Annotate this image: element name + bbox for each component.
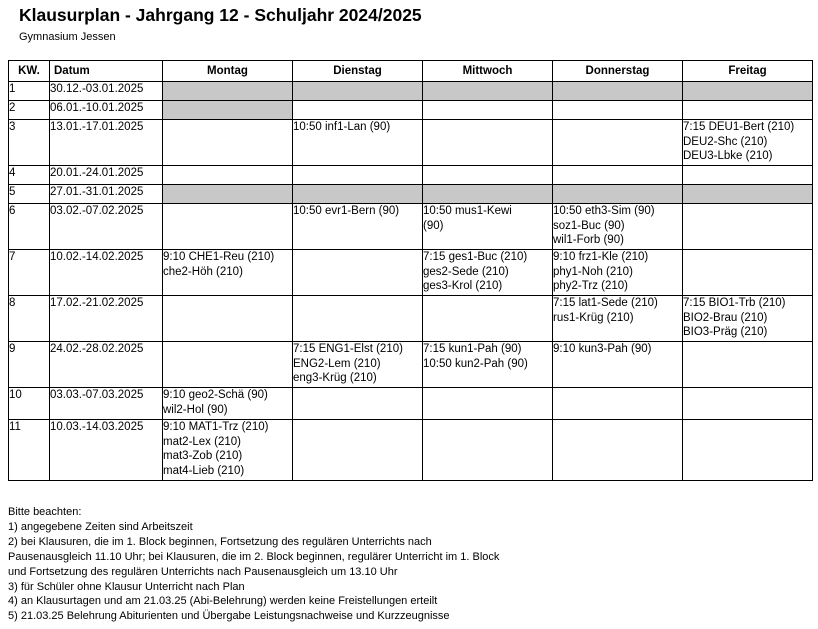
school-name: Gymnasium Jessen xyxy=(19,31,116,43)
exam-cell-donnerstag xyxy=(553,185,683,204)
week-number-cell: 2 xyxy=(9,101,50,120)
exam-entry: ges3-Krol (210) xyxy=(423,280,503,293)
exam-cell-freitag xyxy=(683,185,813,204)
exam-cell-montag xyxy=(163,420,293,481)
exam-cell-donnerstag xyxy=(553,82,683,101)
table-row xyxy=(9,185,813,204)
date-range-cell: 24.02.-28.02.2025 xyxy=(50,342,163,388)
exam-entry: eng3-Krüg (210) xyxy=(293,372,377,385)
exam-cell-montag xyxy=(163,204,293,250)
exam-cell-donnerstag xyxy=(553,101,683,120)
table-row xyxy=(9,250,813,296)
exam-cell-mittwoch xyxy=(423,120,553,166)
exam-cell-dienstag xyxy=(293,342,423,388)
page-title: Klausurplan - Jahrgang 12 - Schuljahr 2024/2025 xyxy=(19,5,422,25)
note-line: 1) angegebene Zeiten sind Arbeitszeit xyxy=(8,520,193,533)
exam-entry: 9:10 frz1-Kle (210) xyxy=(553,251,649,263)
table-row xyxy=(9,342,813,388)
date-range-cell: 27.01.-31.01.2025 xyxy=(50,185,163,204)
exam-entry: ENG2-Lem (210) xyxy=(293,357,381,370)
week-number-cell: 6 xyxy=(9,204,50,250)
exam-cell-dienstag xyxy=(293,296,423,342)
table-row xyxy=(9,296,813,342)
column-header-montag: Montag xyxy=(163,61,293,82)
week-number-cell: 5 xyxy=(9,185,50,204)
date-range-cell: 03.03.-07.03.2025 xyxy=(50,388,163,420)
exam-cell-freitag xyxy=(683,204,813,250)
exam-cell-donnerstag xyxy=(553,166,683,185)
exam-schedule-table xyxy=(8,60,813,481)
exam-entry: 7:15 DEU1-Bert (210) xyxy=(683,121,795,133)
week-number-cell: 10 xyxy=(9,388,50,420)
exam-cell-montag xyxy=(163,166,293,185)
column-header-dienstag: Dienstag xyxy=(293,61,423,82)
exam-entry: phy2-Trz (210) xyxy=(553,280,628,293)
exam-cell-mittwoch xyxy=(423,388,553,420)
exam-cell-freitag xyxy=(683,166,813,185)
table-row xyxy=(9,204,813,250)
exam-cell-montag xyxy=(163,296,293,342)
exam-cell-montag xyxy=(163,82,293,101)
exam-entry: che2-Höh (210) xyxy=(163,265,243,278)
exam-cell-dienstag xyxy=(293,250,423,296)
exam-cell-mittwoch xyxy=(423,250,553,296)
exam-cell-donnerstag xyxy=(553,120,683,166)
note-line: und Fortsetzung des regulären Unterrichts nach Pausenausgleich um 13.10 Uhr xyxy=(8,565,398,578)
week-number-cell: 1 xyxy=(9,82,50,101)
column-header-datum: Datum xyxy=(50,61,163,82)
exam-entry: rus1-Krüg (210) xyxy=(553,311,634,324)
exam-cell-mittwoch xyxy=(423,101,553,120)
exam-entry: 7:15 BIO1-Trb (210) xyxy=(683,297,786,309)
table-row xyxy=(9,101,813,120)
exam-cell-dienstag xyxy=(293,82,423,101)
exam-cell-freitag xyxy=(683,120,813,166)
exam-cell-montag xyxy=(163,120,293,166)
exam-entry: 10:50 eth3-Sim (90) xyxy=(553,205,655,217)
exam-entry: mat3-Zob (210) xyxy=(163,450,243,463)
note-line: 3) für Schüler ohne Klausur Unterricht nach Plan xyxy=(8,580,245,593)
exam-cell-dienstag xyxy=(293,166,423,185)
exam-cell-montag xyxy=(163,101,293,120)
date-range-cell: 17.02.-21.02.2025 xyxy=(50,296,163,342)
exam-cell-dienstag xyxy=(293,120,423,166)
exam-cell-donnerstag xyxy=(553,388,683,420)
exam-entry: (90) xyxy=(423,219,444,232)
exam-cell-montag xyxy=(163,250,293,296)
exam-entry: mat4-Lieb (210) xyxy=(163,465,245,478)
column-header-kw: KW. xyxy=(9,61,50,82)
exam-cell-dienstag xyxy=(293,204,423,250)
week-number-cell: 8 xyxy=(9,296,50,342)
exam-entry: phy1-Noh (210) xyxy=(553,265,633,278)
exam-entry: wil2-Hol (90) xyxy=(163,403,228,416)
exam-cell-mittwoch xyxy=(423,296,553,342)
note-line: Pausenausgleich 11.10 Uhr; bei Klausuren, die im 2. Block beginnen, regulärer Unterricht im 1. Block xyxy=(8,550,500,563)
week-number-cell: 7 xyxy=(9,250,50,296)
exam-cell-freitag xyxy=(683,296,813,342)
column-header-donnerstag: Donnerstag xyxy=(553,61,683,82)
exam-entry: 7:15 kun1-Pah (90) xyxy=(423,343,522,355)
exam-entry: DEU3-Lbke (210) xyxy=(683,150,773,163)
exam-cell-donnerstag xyxy=(553,420,683,481)
exam-entry: 7:15 ges1-Buc (210) xyxy=(423,251,528,263)
date-range-cell: 13.01.-17.01.2025 xyxy=(50,120,163,166)
date-range-cell: 03.02.-07.02.2025 xyxy=(50,204,163,250)
exam-cell-dienstag xyxy=(293,101,423,120)
week-number-cell: 3 xyxy=(9,120,50,166)
notes-heading: Bitte beachten: xyxy=(8,506,82,518)
note-line: 5) 21.03.25 Belehrung Abiturienten und Übergabe Leistungsnachweise und Kurzzeugnisse xyxy=(8,610,450,623)
table-row xyxy=(9,166,813,185)
table-row xyxy=(9,120,813,166)
exam-cell-montag xyxy=(163,342,293,388)
exam-cell-mittwoch xyxy=(423,185,553,204)
exam-entry: DEU2-Shc (210) xyxy=(683,135,768,148)
exam-cell-dienstag xyxy=(293,420,423,481)
date-range-cell: 30.12.-03.01.2025 xyxy=(50,82,163,101)
exam-cell-mittwoch xyxy=(423,420,553,481)
table-row xyxy=(9,388,813,420)
exam-cell-mittwoch xyxy=(423,204,553,250)
exam-cell-donnerstag xyxy=(553,250,683,296)
exam-entry: 7:15 ENG1-Elst (210) xyxy=(293,343,403,355)
column-header-freitag: Freitag xyxy=(683,61,813,82)
date-range-cell: 10.02.-14.02.2025 xyxy=(50,250,163,296)
notes-section xyxy=(8,505,499,624)
exam-cell-mittwoch xyxy=(423,166,553,185)
exam-entry: 9:10 kun3-Pah (90) xyxy=(553,343,652,355)
exam-cell-mittwoch xyxy=(423,342,553,388)
exam-entry: 10:50 mus1-Kewi xyxy=(423,205,512,217)
exam-entry: 10:50 kun2-Pah (90) xyxy=(423,357,528,370)
exam-cell-montag xyxy=(163,185,293,204)
exam-cell-dienstag xyxy=(293,185,423,204)
exam-entry: 10:50 evr1-Bern (90) xyxy=(293,205,400,217)
exam-entry: soz1-Buc (90) xyxy=(553,219,625,232)
exam-cell-mittwoch xyxy=(423,82,553,101)
exam-entry: BIO2-Brau (210) xyxy=(683,311,768,324)
exam-cell-donnerstag xyxy=(553,204,683,250)
exam-cell-freitag xyxy=(683,420,813,481)
exam-cell-freitag xyxy=(683,342,813,388)
date-range-cell: 06.01.-10.01.2025 xyxy=(50,101,163,120)
exam-entry: 9:10 MAT1-Trz (210) xyxy=(163,421,269,433)
table-row xyxy=(9,82,813,101)
exam-entry: mat2-Lex (210) xyxy=(163,435,241,448)
exam-cell-freitag xyxy=(683,388,813,420)
exam-cell-donnerstag xyxy=(553,342,683,388)
exam-entry: 9:10 CHE1-Reu (210) xyxy=(163,251,275,263)
date-range-cell: 10.03.-14.03.2025 xyxy=(50,420,163,481)
table-row xyxy=(9,420,813,481)
header-row xyxy=(9,61,813,82)
date-range-cell: 20.01.-24.01.2025 xyxy=(50,166,163,185)
exam-entry: wil1-Forb (90) xyxy=(553,234,624,247)
week-number-cell: 11 xyxy=(9,420,50,481)
note-line: 4) an Klausurtagen und am 21.03.25 (Abi-Belehrung) werden keine Freistellungen erteilt xyxy=(8,595,438,608)
exam-cell-dienstag xyxy=(293,388,423,420)
exam-cell-montag xyxy=(163,388,293,420)
exam-entry: BIO3-Präg (210) xyxy=(683,326,768,339)
exam-entry: ges2-Sede (210) xyxy=(423,265,509,278)
exam-cell-freitag xyxy=(683,250,813,296)
exam-entry: 7:15 lat1-Sede (210) xyxy=(553,297,658,309)
note-line: 2) bei Klausuren, die im 1. Block beginnen, Fortsetzung des regulären Unterrichts nach xyxy=(8,535,432,548)
table-body xyxy=(9,82,813,481)
exam-cell-freitag xyxy=(683,101,813,120)
exam-entry: 9:10 geo2-Schä (90) xyxy=(163,389,268,401)
column-header-mittwoch: Mittwoch xyxy=(423,61,553,82)
exam-cell-freitag xyxy=(683,82,813,101)
week-number-cell: 4 xyxy=(9,166,50,185)
exam-entry: 10:50 inf1-Lan (90) xyxy=(293,121,391,133)
week-number-cell: 9 xyxy=(9,342,50,388)
exam-cell-donnerstag xyxy=(553,296,683,342)
